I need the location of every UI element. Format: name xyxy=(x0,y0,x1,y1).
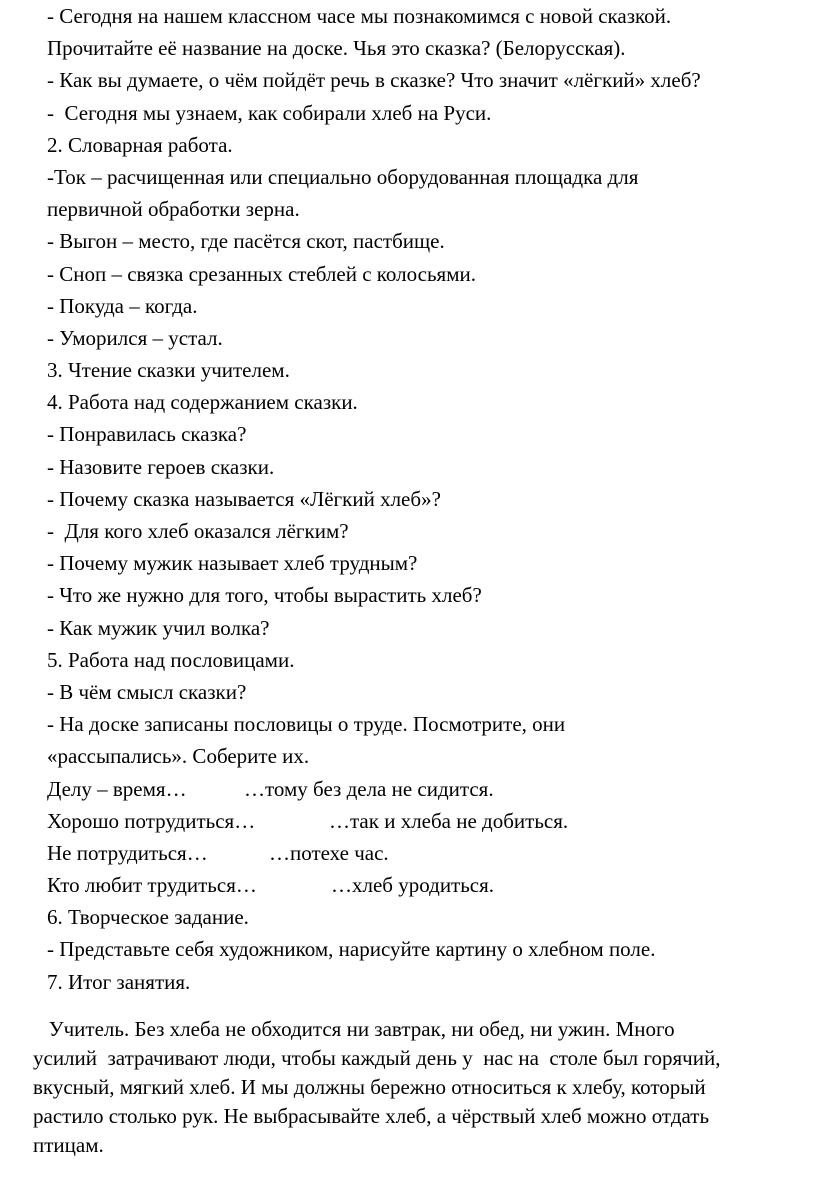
text-line: - На доске записаны пословицы о труде. Посмотрите, они xyxy=(47,712,566,737)
section-heading: 2. Словарная работа. xyxy=(47,132,233,157)
text-line: первичной обработки зерна. xyxy=(47,197,300,222)
section-heading: 3. Чтение сказки учителем. xyxy=(47,358,290,383)
proverb-first-half: Делу – время… xyxy=(47,776,187,801)
text-line: - Понравилась сказка? xyxy=(47,422,247,447)
text-line: «рассыпались». Соберите их. xyxy=(47,744,310,769)
paragraph-line: растило столько рук. Не выбрасывайте хлеб, а чёрствый хлеб можно отдать xyxy=(33,1104,710,1128)
section-heading: 4. Работа над содержанием сказки. xyxy=(47,390,358,415)
text-line: - Выгон – место, где пасётся скот, пастбище. xyxy=(47,229,445,254)
section-heading: 5. Работа над пословицами. xyxy=(47,647,295,672)
text-line: -Ток – расчищенная или специально оборудованная площадка для xyxy=(47,164,639,189)
proverb-row xyxy=(47,773,807,805)
proverb-row xyxy=(47,837,807,869)
text-line: Прочитайте её название на доске. Чья это сказка? (Белорусская). xyxy=(47,36,626,61)
section-heading: 7. Итог занятия. xyxy=(47,969,191,994)
text-line: - Сноп – связка срезанных стеблей с колосьями. xyxy=(47,261,476,286)
text-line: - Что же нужно для того, чтобы вырастить хлеб? xyxy=(47,583,482,608)
paragraph-line: усилий затрачивают люди, чтобы каждый день у нас на столе был горячий, xyxy=(33,1046,721,1070)
text-line: - Почему сказка называется «Лёгкий хлеб»? xyxy=(47,486,441,511)
proverb-first-half: Хорошо потрудиться… xyxy=(47,808,256,833)
text-line: - Сегодня мы узнаем, как собирали хлеб на Руси. xyxy=(47,100,492,125)
text-line: - Сегодня на нашем классном часе мы познакомимся с новой сказкой. xyxy=(47,4,672,28)
text-line: - В чём смысл сказки? xyxy=(47,679,247,704)
proverb-second-half: …так и хлеба не добиться. xyxy=(329,808,569,833)
proverb-row xyxy=(47,805,807,837)
proverb-second-half: …хлеб уродиться. xyxy=(331,873,495,898)
section-heading: 6. Творческое задание. xyxy=(47,905,249,930)
paragraph-line: вкусный, мягкий хлеб. И мы должны бережно относиться к хлебу, который xyxy=(33,1075,706,1099)
text-line: - Назовите героев сказки. xyxy=(47,454,275,479)
lesson-text xyxy=(47,0,807,998)
text-line: - Как мужик учил волка? xyxy=(47,615,270,640)
text-line: - Как вы думаете, о чём пойдёт речь в сказке? Что значит «лёгкий» хлеб? xyxy=(47,68,701,93)
teacher-closing-paragraph xyxy=(33,1015,808,1160)
text-line: - Для кого хлеб оказался лёгким? xyxy=(47,519,349,543)
paragraph-line: Учитель. Без хлеба не обходится ни завтрак, ни обед, ни ужин. Много xyxy=(33,1017,675,1041)
proverb-first-half: Кто любит трудиться… xyxy=(47,873,257,898)
paragraph-line: птицам. xyxy=(33,1133,104,1157)
proverb-second-half: …потехе час. xyxy=(269,840,389,865)
text-line: - Уморился – устал. xyxy=(47,325,223,350)
proverb-row xyxy=(47,869,807,901)
text-line: - Представьте себя художником, нарисуйте картину о хлебном поле. xyxy=(47,937,656,962)
proverb-second-half: …тому без дела не сидится. xyxy=(244,776,494,801)
proverb-first-half: Не потрудиться… xyxy=(47,840,208,865)
text-line: - Почему мужик называет хлеб трудным? xyxy=(47,551,418,576)
text-line: - Покуда – когда. xyxy=(47,293,198,318)
